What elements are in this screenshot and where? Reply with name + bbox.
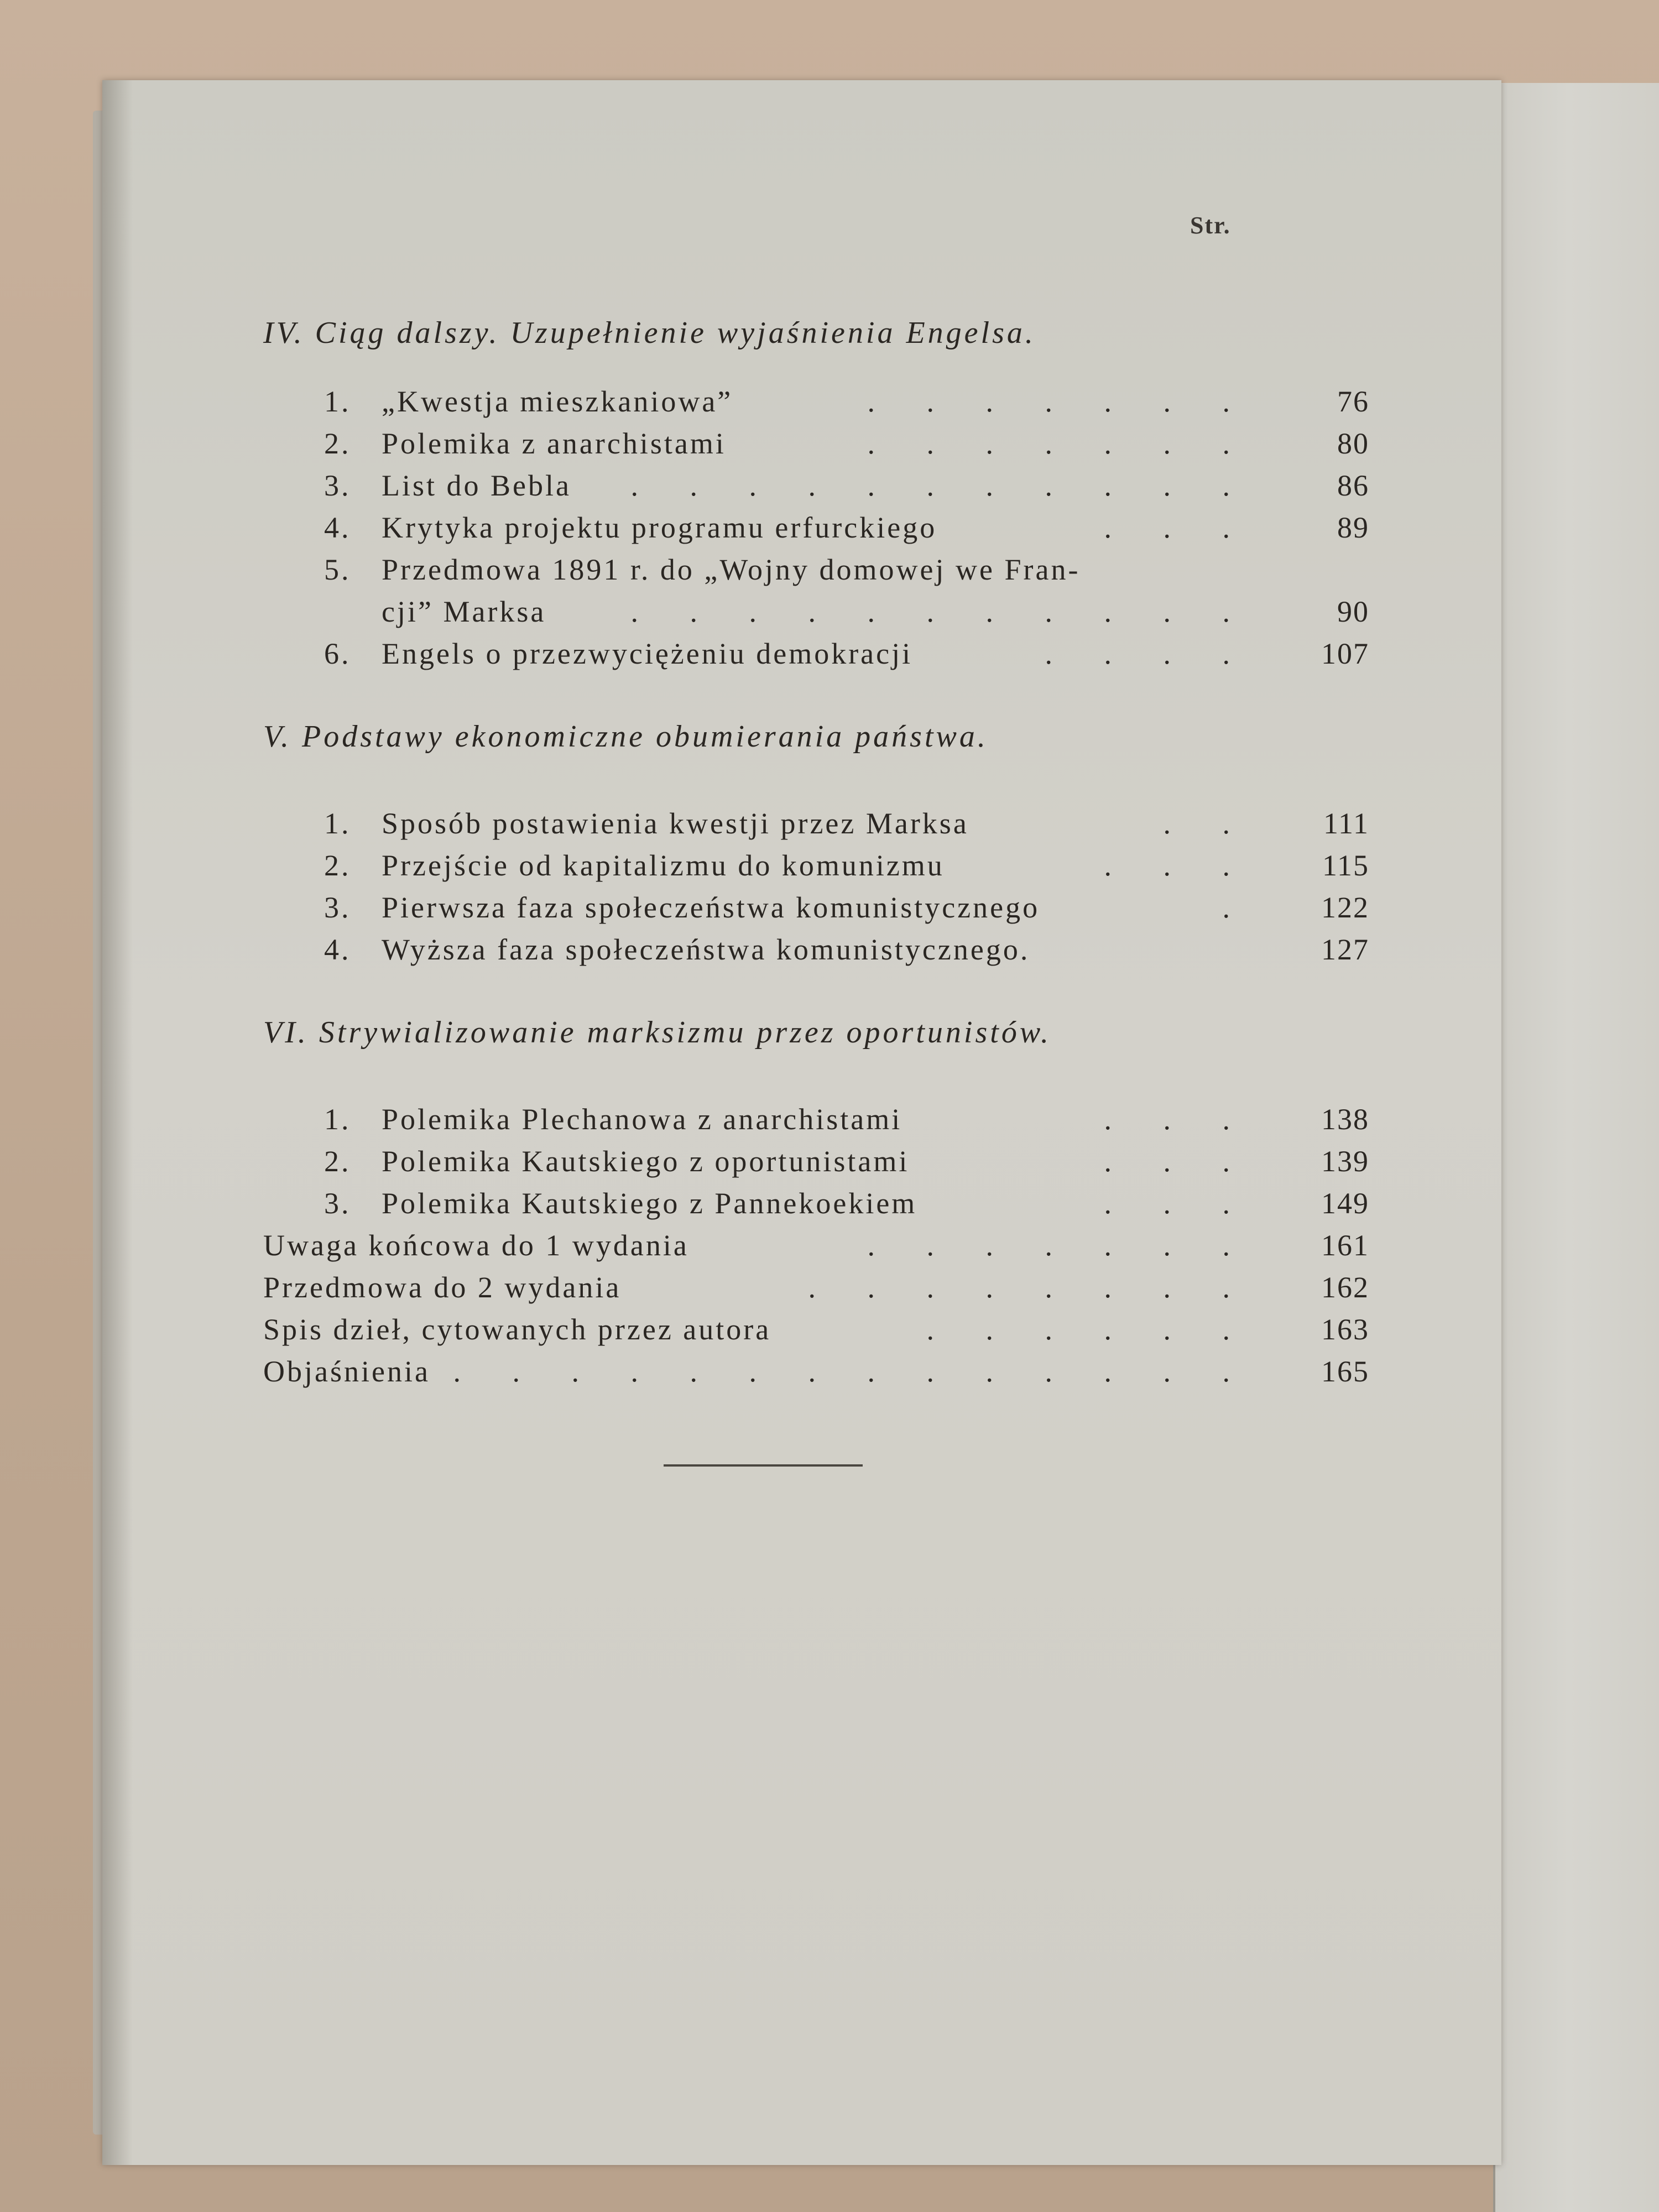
entry-page: 80 [1337, 427, 1369, 460]
leader-dots: . . . . . . [926, 1313, 1252, 1346]
entry-label: Polemika Plechanowa z anarchistami [382, 1103, 902, 1136]
entry-page: 165 [1321, 1355, 1369, 1388]
toc-entry [263, 806, 1369, 846]
entry-label: Przejście od kapitalizmu do komunizmu [382, 849, 945, 882]
leader-dots: . . . [1104, 1103, 1252, 1136]
facing-page [1493, 83, 1659, 2212]
entry-label: Przedmowa 1891 r. do „Wojny domowej we Fran- [382, 553, 1081, 586]
entry-number: 3. [324, 469, 351, 502]
leader-dots: . . . . . . . . . . . . . . [453, 1355, 1252, 1388]
leader-dots: . . . . [1045, 637, 1252, 670]
page-column-header: Str. [1190, 212, 1231, 239]
section-title-vi: VI. Strywializowanie marksizmu przez oportunistów. [263, 1015, 1052, 1050]
toc-entry [263, 890, 1369, 930]
entry-label: Uwaga końcowa do 1 wydania [263, 1229, 689, 1262]
gutter-shadow [102, 80, 133, 2165]
entry-page: 115 [1322, 849, 1369, 882]
toc-entry [263, 1144, 1369, 1184]
toc-entry [263, 384, 1369, 424]
entry-page: 138 [1321, 1103, 1369, 1136]
entry-number: 4. [324, 933, 351, 966]
entry-number: 3. [324, 1187, 351, 1220]
entry-number: 6. [324, 637, 351, 670]
leader-dots: . . . . . . . [867, 427, 1252, 460]
toc-appendix-entry [263, 1354, 1369, 1394]
leader-dots: . . . [1104, 511, 1252, 544]
toc-entry [263, 637, 1369, 676]
entry-label: Przedmowa do 2 wydania [263, 1271, 622, 1304]
toc-entry [263, 468, 1369, 508]
leader-dots: . . . . . . . . . . . [630, 595, 1252, 628]
entry-label: Polemika Kautskiego z oportunistami [382, 1145, 910, 1178]
entry-label: „Kwestja mieszkaniowa” [382, 385, 733, 418]
entry-label: Krytyka projektu programu erfurckiego [382, 511, 937, 544]
toc-entry [263, 1102, 1369, 1142]
leader-dots: . . . [1104, 1187, 1252, 1220]
entry-page: 162 [1321, 1271, 1369, 1304]
entry-page: 149 [1321, 1187, 1369, 1220]
entry-page: 90 [1337, 595, 1369, 628]
entry-number: 1. [324, 1103, 351, 1136]
entry-number: 5. [324, 553, 351, 586]
toc-entry [263, 426, 1369, 466]
entry-page: 86 [1337, 469, 1369, 502]
entry-number: 4. [324, 511, 351, 544]
entry-page: 127 [1321, 933, 1369, 966]
toc-entry [263, 1186, 1369, 1226]
entry-label: Polemika Kautskiego z Pannekoekiem [382, 1187, 917, 1220]
entry-label: Engels o przezwyciężeniu demokracji [382, 637, 913, 670]
entry-page: 76 [1337, 385, 1369, 418]
entry-label: Pierwsza faza społeczeństwa komunistycznego [382, 891, 1040, 924]
toc-entry [263, 552, 1369, 592]
entry-page: 111 [1323, 807, 1369, 840]
entry-page: 122 [1321, 891, 1369, 924]
entry-number: 2. [324, 849, 351, 882]
leader-dots: . . . [1104, 1145, 1252, 1178]
entry-label: Wyższa faza społeczeństwa komunistycznego. [382, 933, 1030, 966]
entry-label: Polemika z anarchistami [382, 427, 726, 460]
entry-label: Objaśnienia [263, 1355, 430, 1388]
entry-label: Spis dzieł, cytowanych przez autora [263, 1313, 771, 1346]
toc-entry [263, 932, 1369, 972]
toc-appendix-entry [263, 1228, 1369, 1268]
entry-page: 139 [1321, 1145, 1369, 1178]
entry-page: 107 [1321, 637, 1369, 670]
toc-entry-continued [263, 594, 1369, 634]
entry-page: 163 [1321, 1313, 1369, 1346]
leader-dots: . . . . . . . . . . . [630, 469, 1252, 502]
entry-number: 2. [324, 1145, 351, 1178]
closing-rule [664, 1464, 863, 1467]
entry-number: 3. [324, 891, 351, 924]
entry-number: 1. [324, 807, 351, 840]
entry-page: 89 [1337, 511, 1369, 544]
leader-dots: . . . [1104, 849, 1252, 882]
toc-entry [263, 510, 1369, 550]
section-title-iv: IV. Ciąg dalszy. Uzupełnienie wyjaśnienia Engelsa. [263, 316, 1036, 350]
leader-dots: . . . . . . . [867, 385, 1252, 418]
toc-appendix-entry [263, 1270, 1369, 1310]
entry-label: List do Bebla [382, 469, 571, 502]
entry-page: 161 [1321, 1229, 1369, 1262]
entry-label: Sposób postawienia kwestji przez Marksa [382, 807, 969, 840]
leader-dots: . . . . . . . . [808, 1271, 1252, 1304]
entry-number: 1. [324, 385, 351, 418]
leader-dots: . [1222, 891, 1252, 924]
entry-number: 2. [324, 427, 351, 460]
section-title-v: V. Podstawy ekonomiczne obumierania państwa. [263, 719, 988, 754]
entry-label-continued: cji” Marksa [382, 595, 546, 628]
leader-dots: . . [1163, 807, 1252, 840]
leader-dots: . . . . . . . [867, 1229, 1252, 1262]
toc-entry [263, 848, 1369, 888]
toc-appendix-entry [263, 1312, 1369, 1352]
